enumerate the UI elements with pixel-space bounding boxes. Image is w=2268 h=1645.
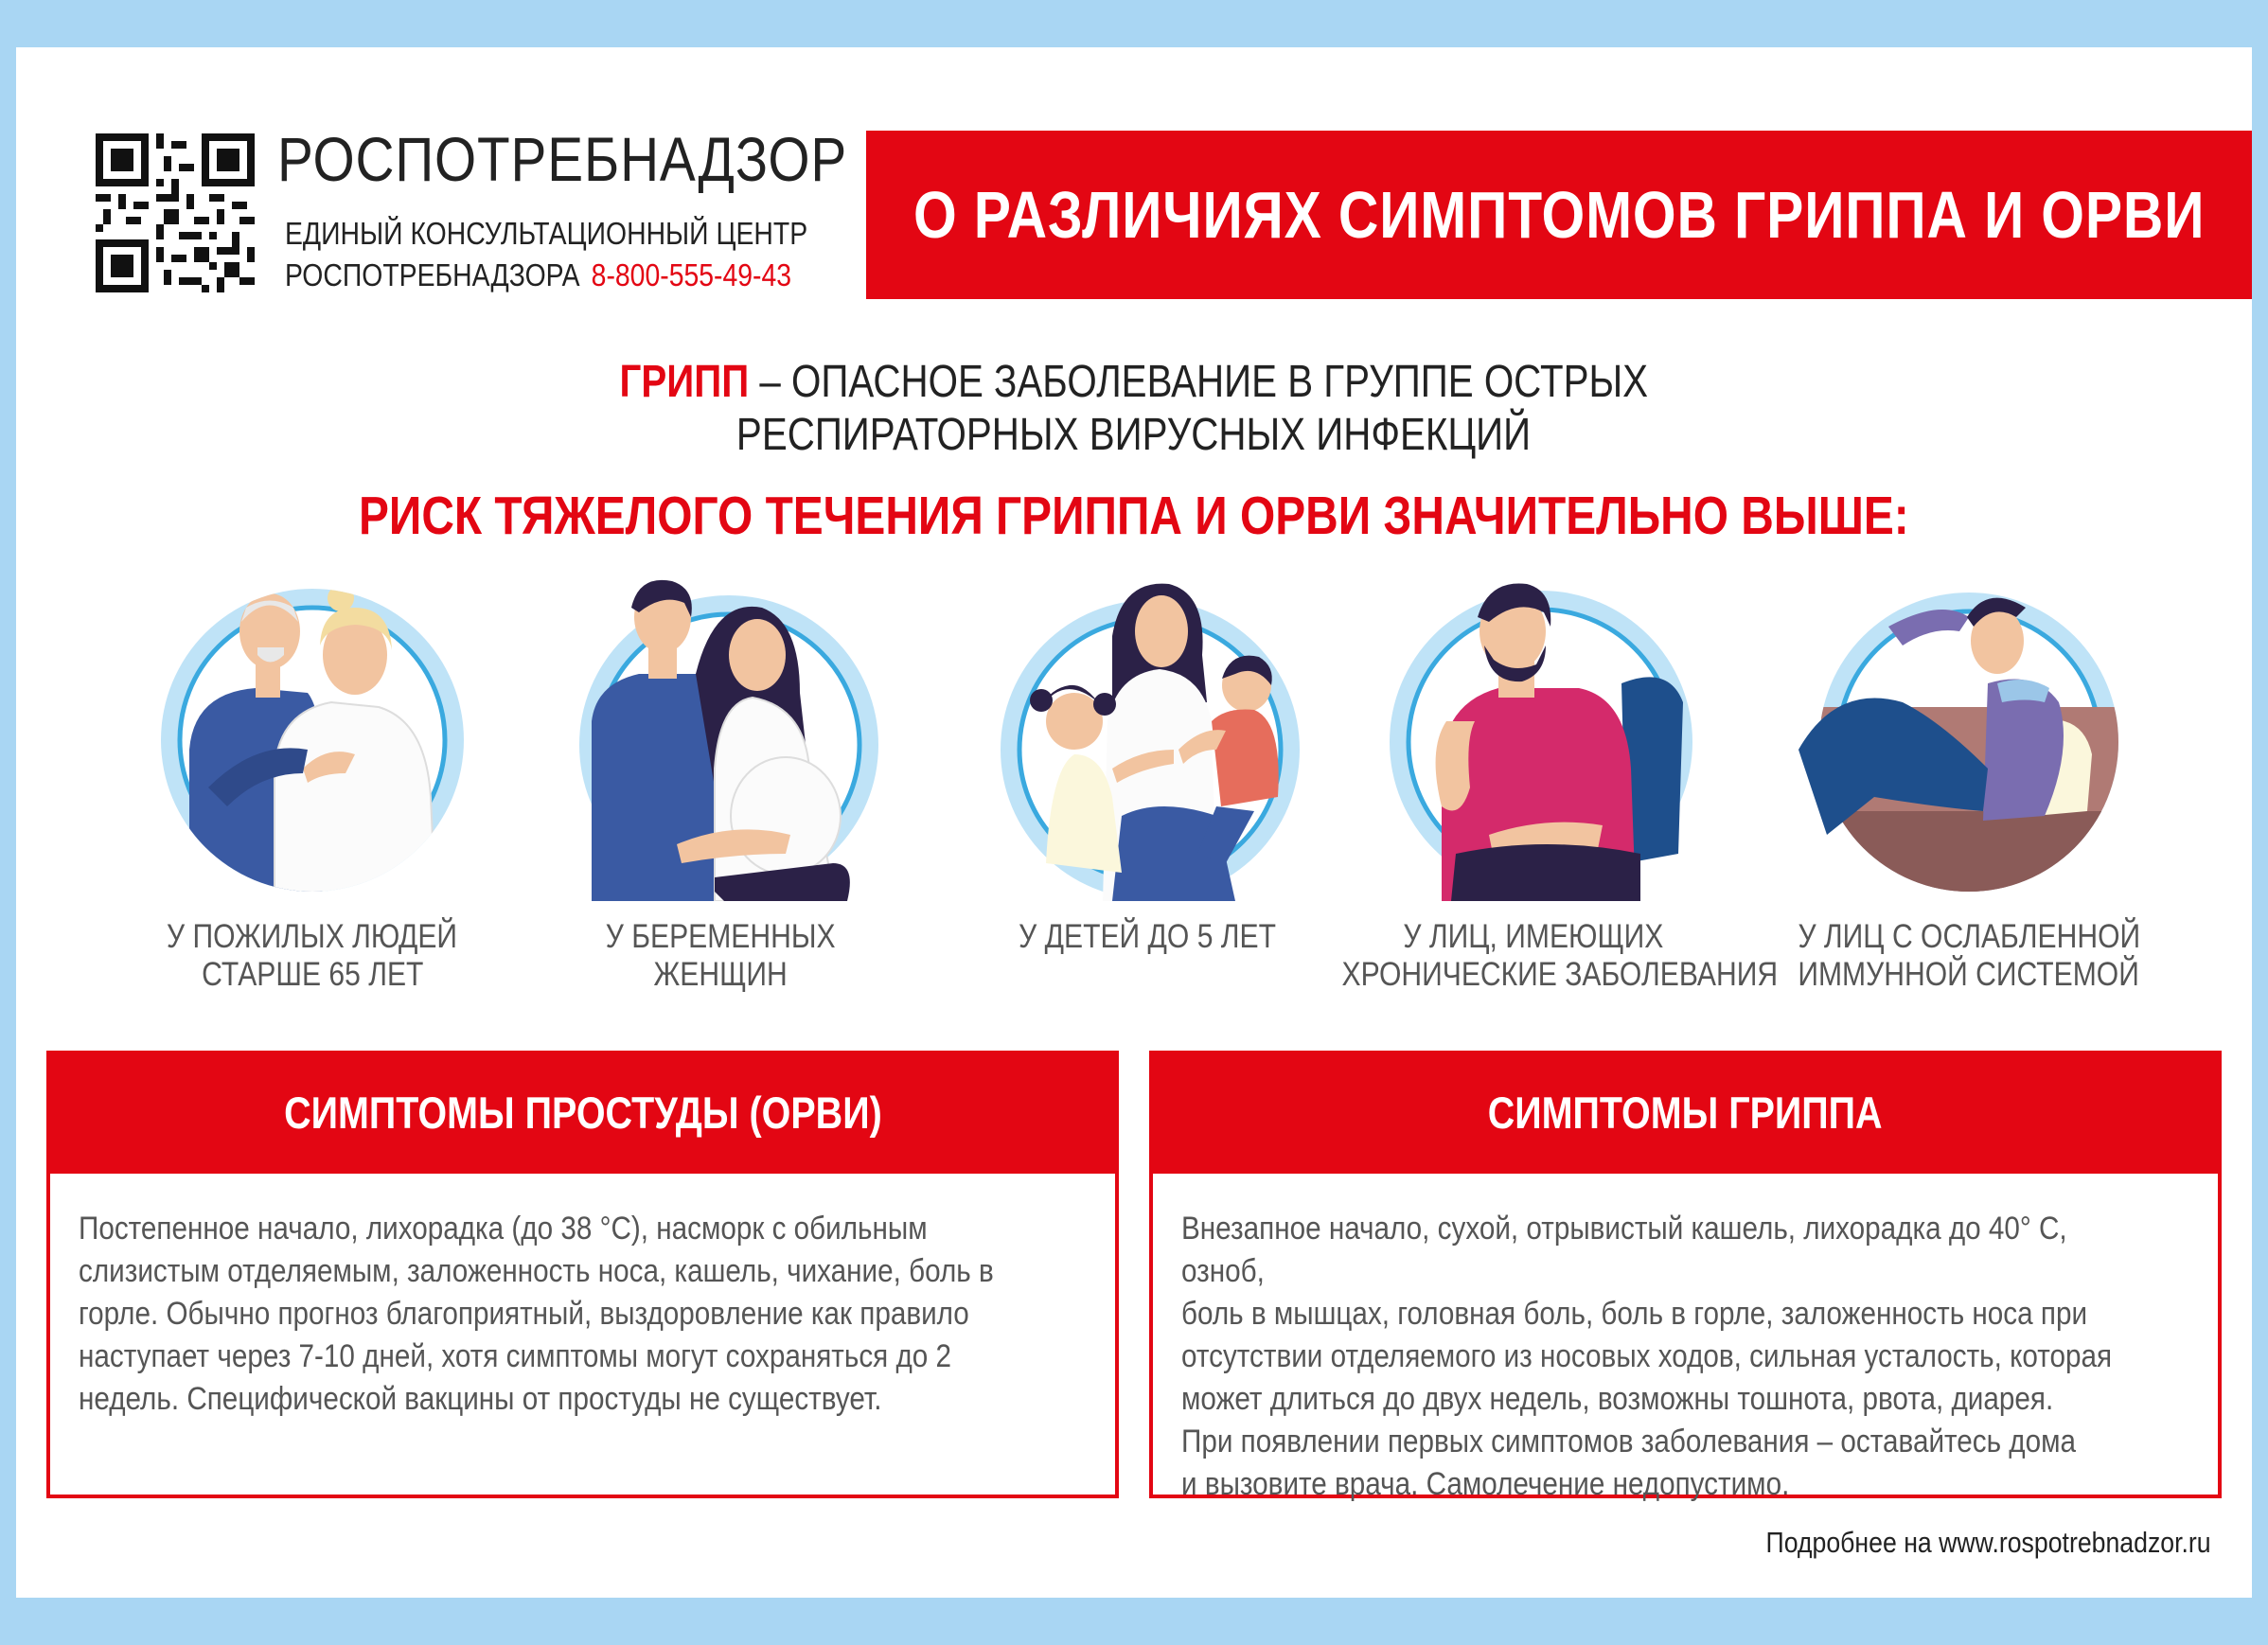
risk-group-immunity [1798, 579, 2139, 901]
flu-word: ГРИПП [619, 357, 750, 407]
org-name: РОСПОТРЕБНАДЗОР [277, 124, 848, 194]
cold-symptoms-text: Постепенное начало, лихорадка (до 38 °С), насморк с обильным слизистым отделяемым, заложенность носа, кашель, чихание, боль в горле. Обычно прогноз благоприятный, выздоровление как правило наступает через 7-10 дней, хотя симптомы могут сохраняться до 2 недель. Специфической вакцины от простуды не существует. [79, 1211, 994, 1417]
risk-group-chronic-label: У ЛИЦ, ИМЕЮЩИХ ХРОНИЧЕСКИЕ ЗАБОЛЕВАНИЯ [1341, 918, 1779, 993]
cold-symptoms-panel [46, 1051, 1119, 1498]
page-title: О РАЗЛИЧИЯХ СИМПТОМОВ ГРИППА И ОРВИ [913, 178, 2206, 252]
cold-symptoms-heading-bar [46, 1051, 1119, 1174]
hotline-phone[interactable]: 8-800-555-49-43 [591, 257, 792, 292]
consultation-center-line-2 [285, 257, 791, 293]
pregnant-woman-icon [573, 579, 885, 901]
cold-symptoms-heading: СИМПТОМЫ ПРОСТУДЫ (ОРВИ) [283, 1087, 882, 1138]
chronic-illness-man-icon [1385, 579, 1707, 901]
risk-group-children [999, 579, 1311, 901]
footer-link[interactable]: Подробнее на www.rospotrebnadzor.ru [1765, 1526, 2211, 1559]
risk-group-pregnant [573, 579, 885, 901]
risk-group-chronic [1385, 579, 1707, 901]
title-banner [866, 131, 2252, 299]
center-name: РОСПОТРЕБНАДЗОРА [285, 257, 580, 292]
risk-group-elderly [151, 579, 473, 901]
flu-definition-line-1 [0, 356, 2268, 408]
flu-symptoms-text: Внезапное начало, сухой, отрывистый кашель, лихорадка до 40° С, озноб, боль в мышцах, головная боль, боль в горле, заложенность носа при отсутствии отделяемого из носовых ходов, сильная усталость, которая может длиться до двух недель, возможны тошнота, рвота, диарея. При появлении первых симптомов заболевания – оставайтесь дома и вызовите врача. Самолечение недопустимо. [1181, 1211, 2113, 1502]
definition-text-2: РЕСПИРАТОРНЫХ ВИРУСНЫХ ИНФЕКЦИЙ [736, 410, 1532, 460]
risk-group-elderly-label: У ПОЖИЛЫХ ЛЮДЕЙ СТАРШЕ 65 ЛЕТ [167, 918, 458, 993]
risk-group-pregnant-label: У БЕРЕМЕННЫХ ЖЕНЩИН [605, 918, 836, 993]
risk-group-children-label: У ДЕТЕЙ ДО 5 ЛЕТ [1019, 918, 1276, 955]
mother-children-icon [999, 579, 1311, 901]
elderly-couple-icon [151, 579, 473, 901]
consultation-center-line: ЕДИНЫЙ КОНСУЛЬТАЦИОННЫЙ ЦЕНТР [285, 216, 808, 251]
flu-symptoms-panel [1149, 1051, 2222, 1502]
risk-heading: РИСК ТЯЖЕЛОГО ТЕЧЕНИЯ ГРИППА И ОРВИ ЗНАЧИТЕЛЬНО ВЫШЕ: [359, 486, 1909, 546]
risk-group-immunity-label: У ЛИЦ С ОСЛАБЛЕННОЙ ИММУННОЙ СИСТЕМОЙ [1798, 918, 2140, 993]
definition-dash: – [749, 357, 792, 407]
definition-text-1: ОПАСНОЕ ЗАБОЛЕВАНИЕ В ГРУППЕ ОСТРЫХ [791, 357, 1649, 407]
qr-code-icon[interactable] [96, 133, 255, 292]
flu-symptoms-heading: СИМПТОМЫ ГРИППА [1488, 1087, 1883, 1138]
flu-definition-line-2 [0, 409, 2268, 461]
flu-symptoms-heading-bar [1149, 1051, 2222, 1174]
weak-immunity-man-icon [1798, 579, 2139, 901]
